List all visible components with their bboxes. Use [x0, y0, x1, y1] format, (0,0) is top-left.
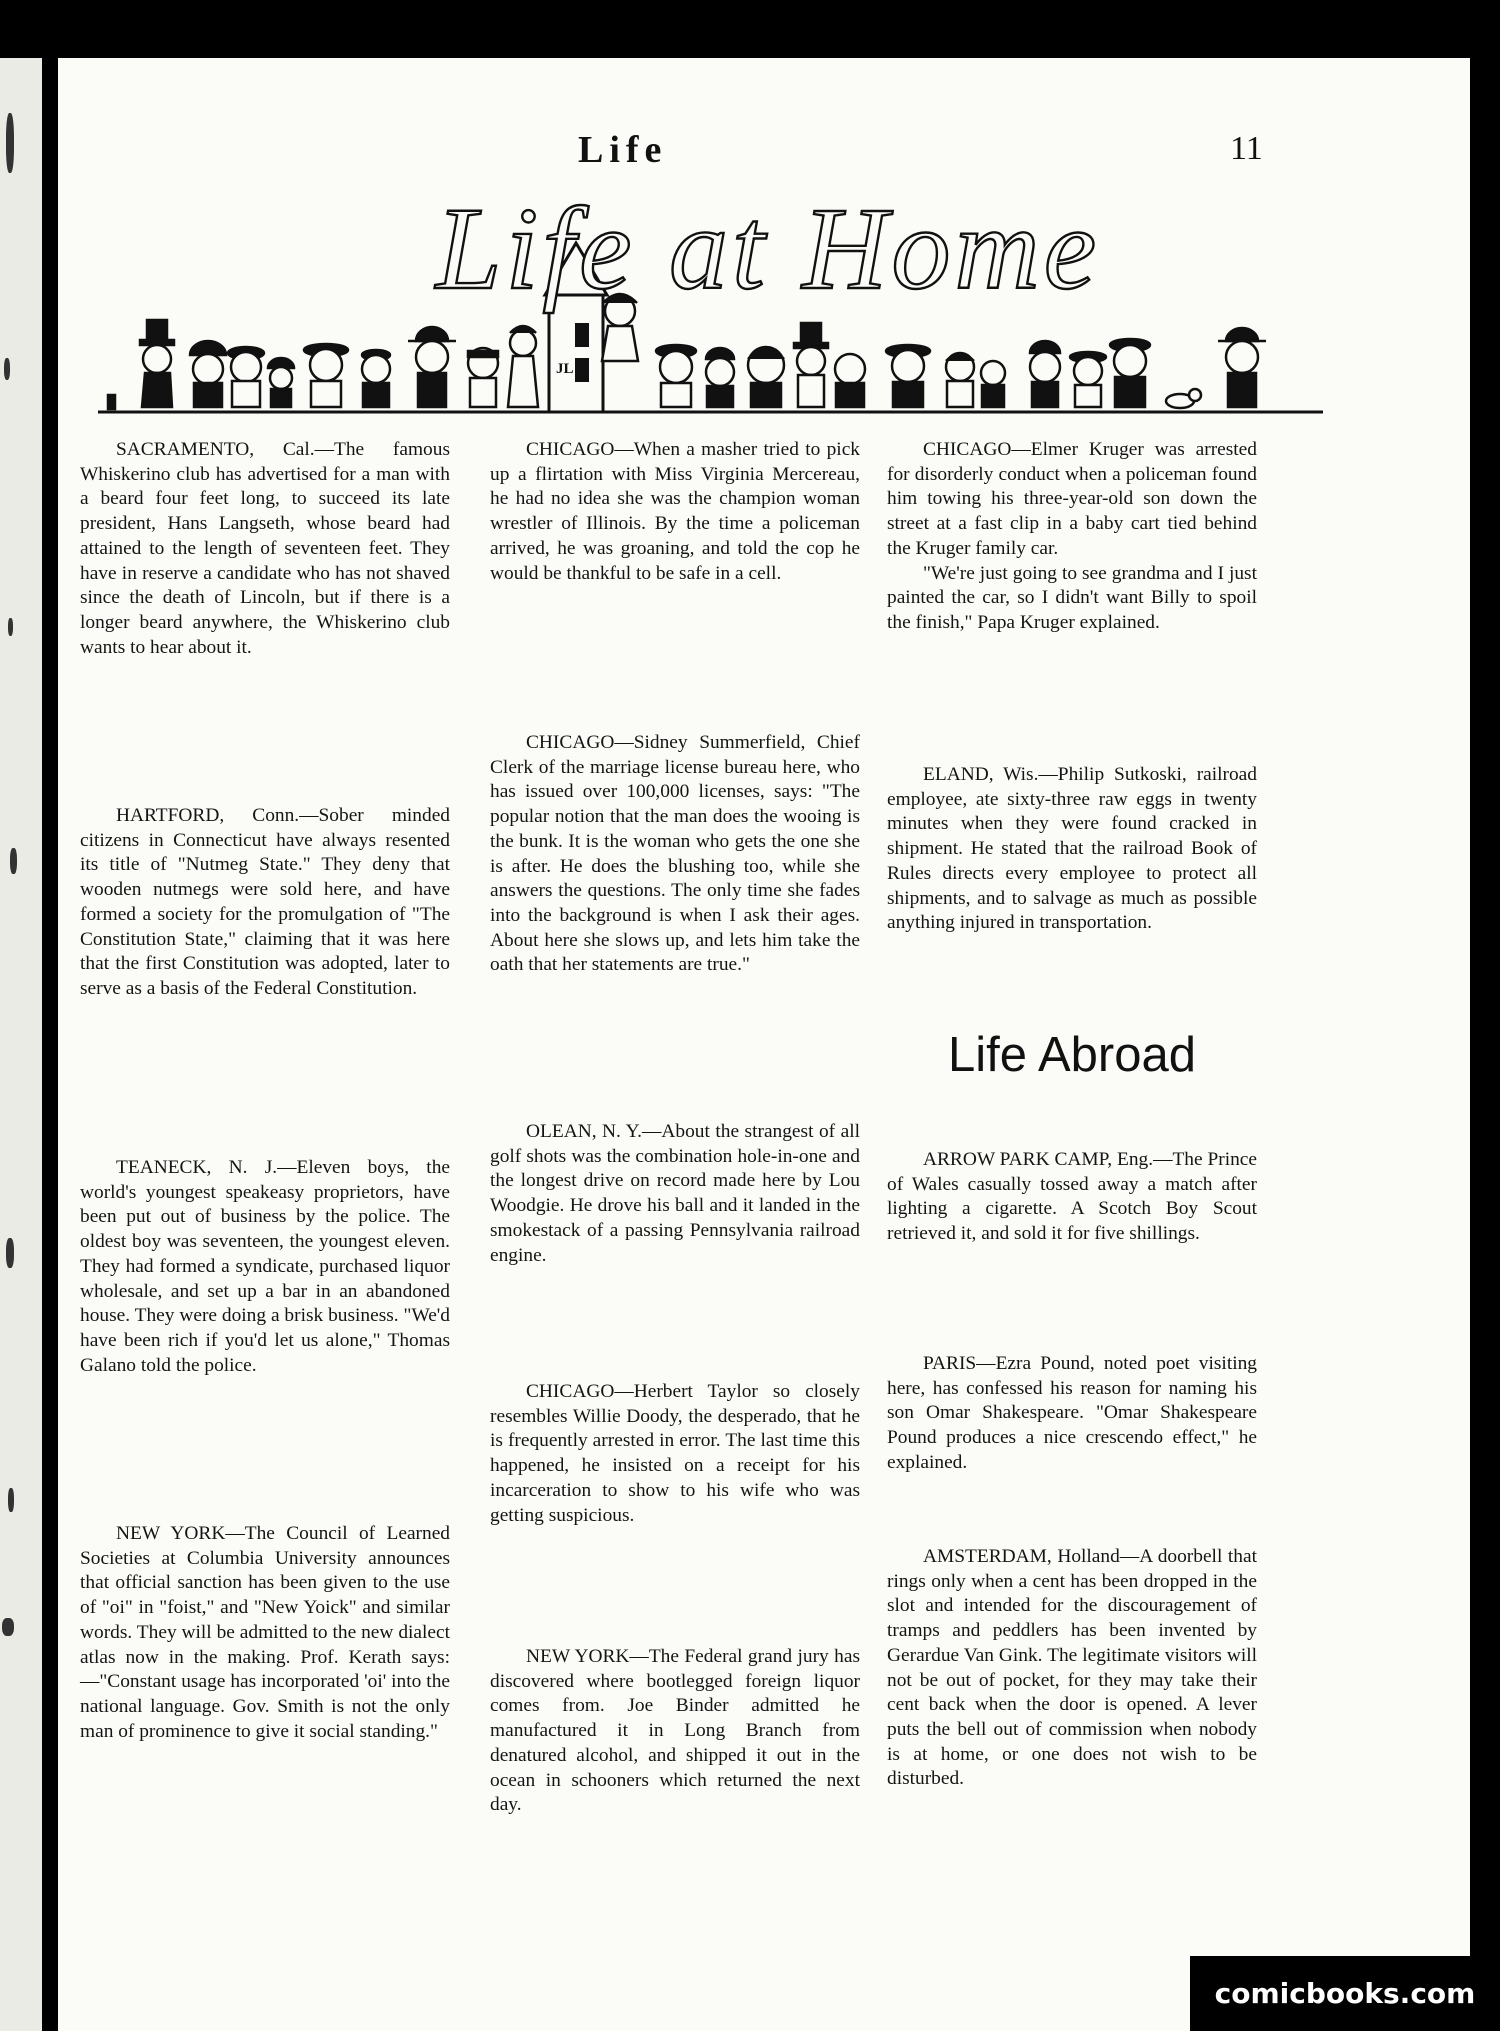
article-column-3	[887, 438, 1257, 1838]
section-heading-life-abroad: Life Abroad	[948, 1028, 1196, 1082]
section-banner	[98, 183, 1328, 423]
news-paragraph: CHICAGO—Herbert Taylor so closely resembles Willie Doody, the desperado, that he is frequently arrested in error. The last time this happened, he insisted on a receipt for his incarceration to show to his wife who was getting suspicious.	[490, 1381, 860, 1526]
news-item	[490, 438, 860, 586]
news-paragraph: ARROW PARK CAMP, Eng.—The Prince of Wales casually tossed away a match after lighting a cigarette. A Scotch Boy Scout retrieved it, and sold it for five shillings.	[887, 1149, 1257, 1245]
news-item	[887, 1352, 1257, 1476]
news-item	[80, 1156, 450, 1378]
news-item	[490, 1120, 860, 1268]
news-item	[887, 438, 1257, 636]
news-item	[887, 1148, 1257, 1247]
news-paragraph: NEW YORK—The Council of Learned Societies at Columbia University announces that official sanction has been given to the use of "oi" in "foist," and "New Yoick" and similar words. They will be admitted to the new dialect atlas now in the making. Prof. Kerath says:—"Constant usage has incorporated 'oi' into the national language. Gov. Smith is not the only man of prominence to give it social standing."	[80, 1523, 450, 1742]
news-paragraph: "We're just going to see grandma and I just painted the car, so I didn't want Billy to spoil the finish," Papa Kruger explained.	[887, 562, 1257, 633]
news-item	[887, 763, 1257, 936]
news-item	[490, 1645, 860, 1818]
news-paragraph: SACRAMENTO, Cal.—The famous Whiskerino club has advertised for a man with a beard four feet long, to succeed its late president, Hans Langseth, whose beard had attained to the length of seventeen feet. They have in reserve a candidate who has not shaved since the death of Lincoln, but if there is a longer beard anywhere, the Whiskerino club wants to hear about it.	[80, 439, 450, 658]
magazine-page	[58, 58, 1470, 2031]
news-item	[80, 804, 450, 1002]
news-paragraph: HARTFORD, Conn.—Sober minded citizens in Connecticut have always resented its title of "Nutmeg State." They deny that wooden nutmegs were sold here, and have formed a society for the promulgation of "The Constitution State," claiming that it was here that the first Constitution was adopted, later to serve as a basis of the Federal Constitution.	[80, 805, 450, 999]
article-column-2	[490, 438, 860, 1838]
masthead: Life	[578, 129, 668, 171]
news-paragraph: AMSTERDAM, Holland—A doorbell that rings only when a cent has been dropped in the slot and intended for the discouragement of tramps and peddlers has been invented by Gerardue Van Gink. The legitimate visitors will not be out of pocket, for they may take their cent back when the door is opened. A lever puts the bell out of commission when nobody is at home, or one does not wish to be disturbed.	[887, 1546, 1257, 1790]
news-item	[490, 1380, 860, 1528]
running-head	[58, 128, 1470, 188]
news-item	[80, 438, 450, 660]
news-paragraph: CHICAGO—Elmer Kruger was arrested for disorderly conduct when a policeman found him towing his three-year-old son down the street at a fast clip in a baby cart tied behind the Kruger family car.	[887, 439, 1257, 559]
news-paragraph: ELAND, Wis.—Philip Sutkoski, railroad employee, ate sixty-three raw eggs in twenty minutes when they were found cracked in shipment. He stated that the railroad Book of Rules directs every employee to protect all shipments, and to salvage as much as possible anything injured in transportation.	[887, 764, 1257, 934]
news-paragraph: TEANECK, N. J.—Eleven boys, the world's youngest speakeasy proprietors, have been put out of business by the police. The oldest boy was seventeen, the youngest eleven. They had formed a syndicate, purchased liquor wholesale, and set up a bar in an abandoned house. They were doing a brisk business. "We'd have been rich if you'd let us alone," Thomas Galano told the police.	[80, 1157, 450, 1376]
news-item	[887, 1545, 1257, 1792]
source-watermark: comicbooks.com	[1190, 1956, 1500, 2031]
svg-text:JL: JL	[556, 361, 574, 377]
news-paragraph: CHICAGO—When a masher tried to pick up a flirtation with Miss Virginia Mercereau, he had no idea she was the champion woman wrestler of Illinois. By the time a policeman arrived, he was groaning, and told the cop he would be thankful to be safe in a cell.	[490, 439, 860, 584]
banner-title: Life at Home	[435, 183, 1101, 314]
page-number: 11	[1230, 130, 1263, 167]
article-column-1	[80, 438, 450, 1838]
news-paragraph: NEW YORK—The Federal grand jury has discovered where bootlegged foreign liquor comes from. Joe Binder admitted he manufactured it in Long Branch from denatured alcohol, and shipped it out in the ocean in schooners which returned the next day.	[490, 1646, 860, 1816]
adjacent-page-edge	[0, 58, 42, 2031]
news-item	[80, 1522, 450, 1744]
news-paragraph: PARIS—Ezra Pound, noted poet visiting here, has confessed his reason for naming his son Omar Shakespeare. "Omar Shakespeare Pound produces a nice crescendo effect," he explained.	[887, 1353, 1257, 1473]
news-item	[490, 731, 860, 978]
news-paragraph: OLEAN, N. Y.—About the strangest of all golf shots was the combination hole-in-one and the longest drive on record made here by Lou Woodgie. He drove his ball and it landed in the smokestack of a passing Pennsylvania railroad engine.	[490, 1121, 860, 1266]
news-paragraph: CHICAGO—Sidney Summerfield, Chief Clerk of the marriage license bureau here, who has issued over 100,000 licenses, says: "The popular notion that the man does the wooing is the bunk. It is the woman who gets the one she is after. He does the blushing too, while she answers the questions. The only time she fades into the background is when I ask their ages. About here she slows up, and lets him take the oath that her statements are true."	[490, 732, 860, 976]
